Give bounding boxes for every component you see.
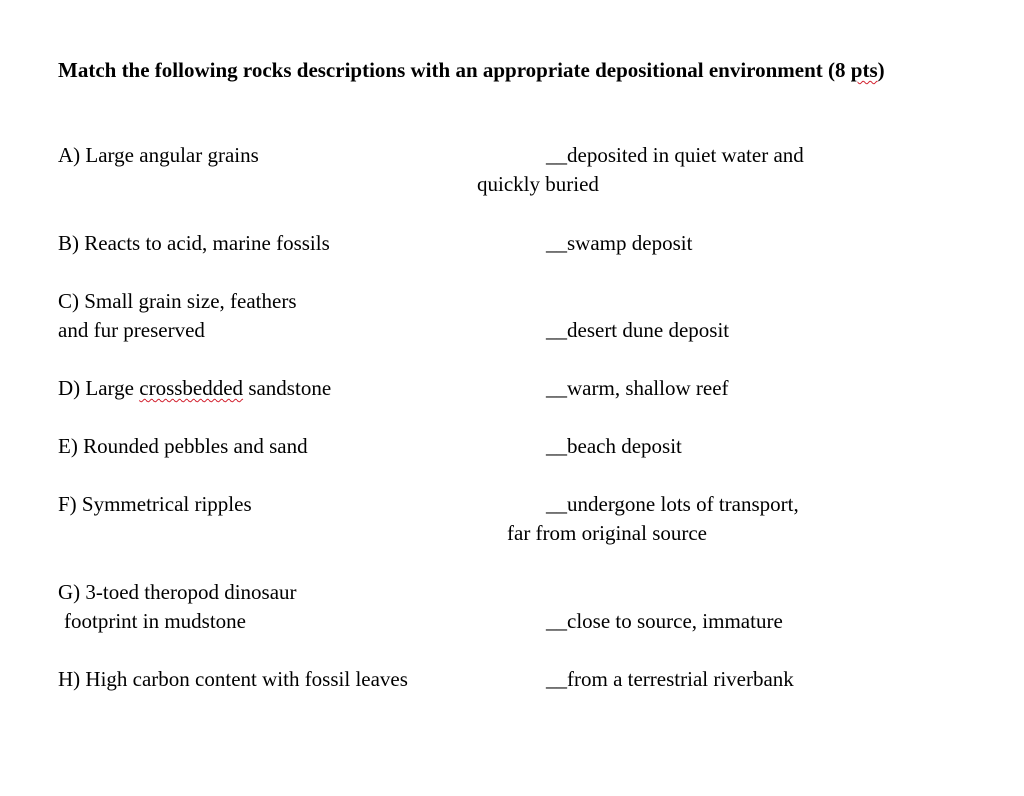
environment-4: __warm, shallow reef <box>546 376 729 400</box>
title-paren: ) <box>877 58 885 82</box>
description-d <box>58 374 331 403</box>
description-h: H) High carbon content with fossil leaves <box>58 667 408 691</box>
description-c-line2: and fur preserved <box>58 318 205 342</box>
environment-1-line1: __deposited in quiet water and <box>546 143 804 167</box>
title-text: Match the following rocks descriptions with an appropriate depositional environment (8 <box>58 58 851 82</box>
description-g-line1: G) 3-toed theropod dinosaur <box>58 580 297 604</box>
description-a: A) Large angular grains <box>58 143 259 167</box>
description-d-pre: D) Large <box>58 376 140 400</box>
description-g-line2 <box>58 607 297 636</box>
environment-6-line2: far from original source <box>507 521 708 545</box>
description-c-line1: C) Small grain size, feathers <box>58 289 297 313</box>
environment-5: __beach deposit <box>546 434 682 458</box>
environment-1-line2: quickly buried <box>477 172 599 196</box>
question-title <box>58 56 958 85</box>
description-c <box>58 287 297 345</box>
description-f: F) Symmetrical ripples <box>58 492 252 516</box>
environment-6-line1: __undergone lots of transport, <box>546 492 799 516</box>
environment-7: __close to source, immature <box>546 609 783 633</box>
description-g <box>58 578 297 636</box>
environment-3: __desert dune deposit <box>546 318 730 342</box>
environment-8: __from a terrestrial riverbank <box>546 667 794 691</box>
description-e: E) Rounded pebbles and sand <box>58 434 308 458</box>
description-d-misspelled-word: crossbedded <box>139 376 244 400</box>
title-points-spellcheck: pts <box>850 58 878 82</box>
environment-2: __swamp deposit <box>546 231 693 255</box>
description-g-line2-text: footprint in mudstone <box>64 609 246 633</box>
description-d-post: sandstone <box>243 376 332 400</box>
description-b: B) Reacts to acid, marine fossils <box>58 231 330 255</box>
